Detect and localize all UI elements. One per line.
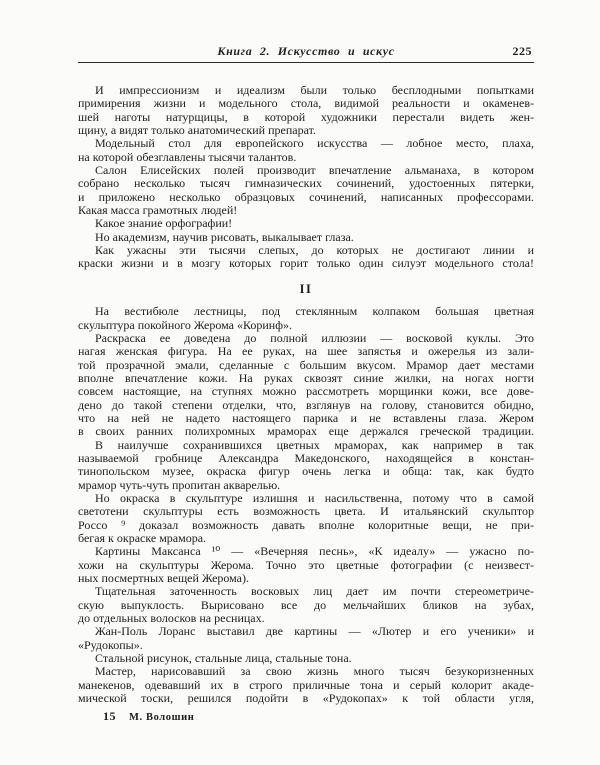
text-line: на которой обезглавлены тысячи талантов. bbox=[78, 149, 297, 164]
text-line: совсем настоящие, на ступнях можно рассмотреть морщинки кожи, все дове- bbox=[78, 384, 534, 399]
text-line: Картины Максанса ¹⁰ — «Вечерняя песнь», «К идеалу» — ужасно по- bbox=[95, 544, 534, 559]
text-line: той прозрачной эмали, сделанные с большим вкусом. Мрамор дает местами bbox=[78, 357, 534, 372]
signature-number: 15 bbox=[103, 709, 116, 723]
paragraph bbox=[78, 244, 534, 271]
text-line: тинопольском музее, окраска фигур очень легка и обща: так, как будто bbox=[78, 464, 534, 479]
text-line: Но окраска в скульптуре излишня и насильственна, потому что в самой bbox=[95, 490, 534, 505]
text-line: Какое знание орфографии! bbox=[95, 216, 233, 231]
text-line: мической тоски, решился подойти в «Рудокопах» к той области угля, bbox=[78, 691, 534, 706]
text-line: хожи на скульптуры Жерома. Точно это цветные фотографии (с неизвест- bbox=[78, 557, 534, 572]
text-line: в своих ранних полихромных мраморах еще держался греческой традиции. bbox=[78, 424, 534, 439]
text-line: светотени скульптуры есть возможность цвета. И итальянский скульптор bbox=[78, 504, 534, 519]
paragraph bbox=[78, 492, 534, 545]
text-line: называемой гробнице Александра Македонского, находящейся в констан- bbox=[78, 450, 534, 465]
paragraph bbox=[78, 137, 534, 164]
text-line: Как ужасны эти тысячи слепых, до которых не достигают линии и bbox=[95, 243, 534, 258]
text-column bbox=[78, 84, 534, 705]
page-footer bbox=[103, 709, 194, 724]
text-line: и приложено несколько образцовых сочинений, написанных профессорами. bbox=[78, 189, 534, 204]
text-line: «Рудокопы». bbox=[78, 637, 143, 652]
text-line: Раскраска ее доведена до полной иллюзии — восковой куклы. Это bbox=[95, 330, 534, 345]
text-line: бегая к окраске мрамора. bbox=[78, 531, 207, 545]
paragraph bbox=[78, 585, 534, 625]
text-line: мрамор чуть-чуть пропитан акварелью. bbox=[78, 477, 281, 492]
text-line: Жан-Поль Лоранс выставил две картины — «Лютер и его ученики» и bbox=[95, 624, 534, 639]
text-line: Но академизм, научив рисовать, выкалывает глаза. bbox=[95, 229, 354, 244]
text-line: На вестибюле лестницы, под стеклянным колпаком большая цветная bbox=[95, 304, 534, 319]
paragraph bbox=[78, 625, 534, 652]
paragraph bbox=[78, 305, 534, 332]
text-line: вполне впечатление кожи. На руках сквозят синие жилки, на ногах ногти bbox=[78, 370, 534, 385]
text-line: Модельный стол для европейского искусства — лобное место, плаха, bbox=[95, 136, 534, 151]
text-line: нагая женская фигура. На ее руках, на шее запястья и ожерелья из зали- bbox=[78, 344, 534, 359]
text-line: примирения жизни и модельного стола, видимой реальности и окаменев- bbox=[78, 96, 534, 111]
paragraph bbox=[78, 332, 534, 439]
text-line: В наилучше сохранившихся цветных мраморах, как например в так bbox=[95, 437, 534, 452]
section-heading: II bbox=[299, 281, 313, 296]
text-line: Россо ⁹ доказал возможность давать вполне колоритные вещи, не при- bbox=[78, 517, 534, 532]
text-line: скую выпуклость. Вырисовано все до мельчайших бликов на зубах, bbox=[78, 597, 534, 612]
header-rule bbox=[78, 62, 534, 63]
paragraph bbox=[78, 439, 534, 492]
text-line: до отдельных волосков на ресницах. bbox=[78, 611, 265, 626]
paragraph bbox=[78, 84, 534, 137]
author-name: М. Волошин bbox=[129, 712, 195, 723]
page-number: 225 bbox=[512, 44, 532, 58]
paragraph bbox=[78, 665, 534, 705]
text-line: дено до такой степени отделки, что, взглянув на голову, становится обидно, bbox=[78, 397, 534, 412]
text-line: Тщательная заточенность восковых лиц дает им почти стереометриче- bbox=[95, 584, 534, 599]
text-line: Мастер, нарисовавший за свою жизнь много тысяч безукоризненных bbox=[95, 664, 534, 679]
running-title: Книга 2. Искусство и искус bbox=[217, 44, 395, 58]
text-line: щину, а видят только анатомический препарат. bbox=[78, 123, 316, 138]
text-line: Салон Елисейских полей производит впечатление альманаха, в котором bbox=[95, 163, 534, 178]
text-line: И импрессионизм и идеализм были только бесплодными попытками bbox=[95, 83, 534, 97]
text-line: ных посмертных вещей Жерома). bbox=[78, 571, 250, 586]
paragraph bbox=[78, 545, 534, 585]
paragraph bbox=[78, 231, 534, 244]
text-line: что на ней не надето настоящего парика и не вставлены глаза. Жером bbox=[78, 410, 534, 425]
paragraph bbox=[78, 217, 534, 230]
paragraph bbox=[78, 652, 534, 665]
text-line: собрано несколько тысяч гимназических сочинений, удостоенных пятерки, bbox=[78, 176, 534, 191]
text-line: шей наготы натурщицы, в которой художники перестали видеть жен- bbox=[78, 109, 534, 124]
text-line: Какая масса грамотных людей! bbox=[78, 203, 238, 218]
paragraph bbox=[78, 164, 534, 217]
text-line: краски жизни и в мозгу которых горит только один силуэт модельного стола! bbox=[78, 256, 534, 271]
text-line: скульптура покойного Жерома «Коринф». bbox=[78, 317, 292, 332]
text-line: Стальной рисунок, стальные лица, стальные тона. bbox=[95, 651, 352, 666]
page-header bbox=[78, 44, 534, 60]
text-line: манекенов, одевавший их в строго приличные тона и серый колорит акаде- bbox=[78, 677, 534, 692]
